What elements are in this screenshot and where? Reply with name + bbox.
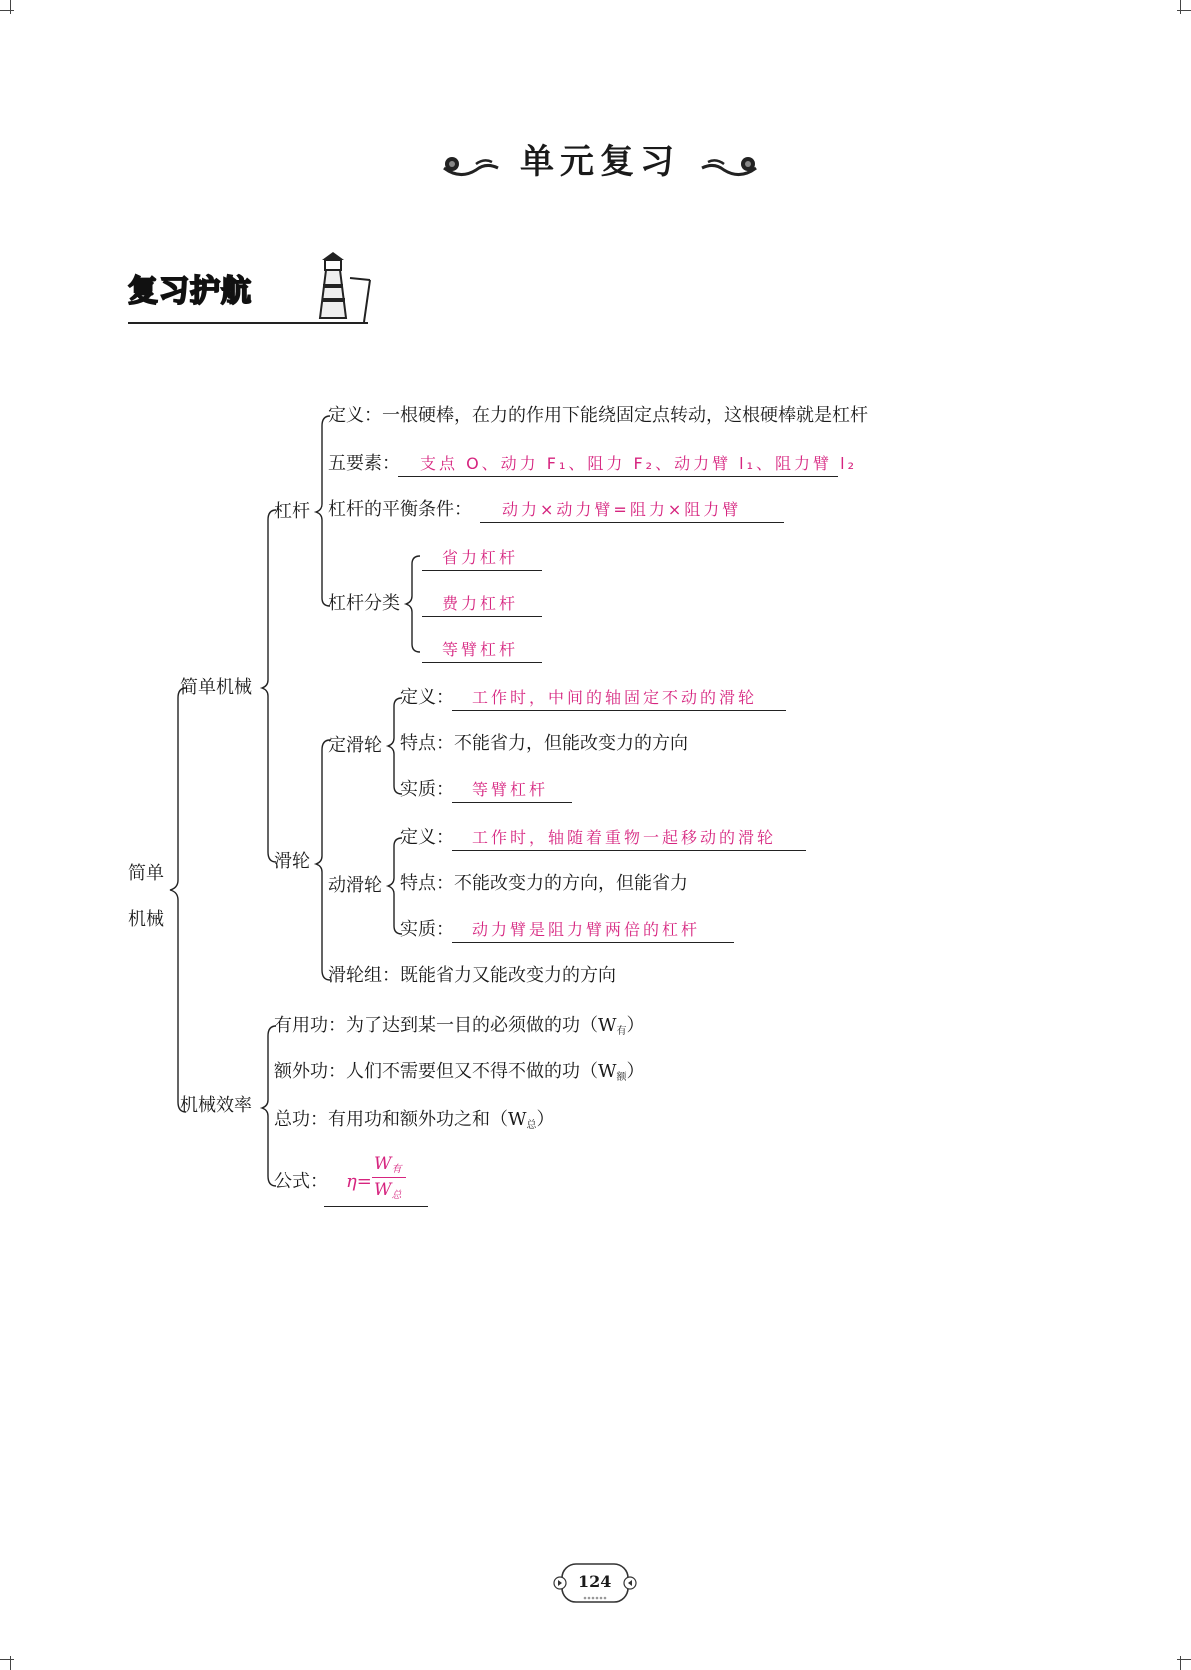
movable-pulley-essence-label: 实质：: [400, 919, 454, 940]
fixed-pulley-essence-label: 实质：: [400, 779, 454, 800]
lever-class-item: 省力杠杆: [442, 548, 519, 567]
answer-underline: [452, 710, 786, 711]
formula-denominator: $W_总$: [374, 1180, 402, 1201]
extra-work: 额外功：人们不需要但又不得不做的功$(W_额)$: [274, 1061, 645, 1083]
lever-label: 杠杆: [274, 501, 310, 522]
simple-machines-label: 简单机械: [180, 677, 252, 698]
formula-eta: η=: [346, 1171, 372, 1192]
answer-underline: [480, 522, 784, 523]
efficiency-label: 机械效率: [180, 1095, 252, 1116]
lever-definition: 定义：一根硬棒，在力的作用下能绕固定点转动，这根硬棒就是杠杆: [328, 405, 868, 426]
fixed-pulley-feature: 特点：不能省力，但能改变力的方向: [400, 733, 688, 754]
answer-underline: [452, 942, 734, 943]
fixed-pulley-essence-answer: 等臂杠杆: [472, 780, 549, 799]
page-number: 124: [578, 1572, 612, 1591]
movable-pulley-def-label: 定义：: [400, 827, 454, 848]
total-work: 总功：有用功和额外功之和$(W_总)$: [274, 1109, 555, 1131]
lever-balance-label: 杠杆的平衡条件：: [328, 499, 472, 520]
movable-pulley-def-answer: 工作时，轴随着重物一起移动的滑轮: [472, 828, 777, 847]
formula-numerator: $W_有$: [374, 1154, 402, 1175]
answer-underline: [422, 662, 542, 663]
movable-pulley-essence-answer: 动力臂是阻力臂两倍的杠杆: [472, 920, 701, 939]
fraction-bar: [372, 1177, 406, 1178]
movable-pulley-label: 动滑轮: [328, 875, 382, 896]
answer-underline: [398, 476, 838, 477]
lever-class-item: 费力杠杆: [442, 594, 519, 613]
pulley-block: 滑轮组：既能省力又能改变力的方向: [328, 965, 616, 986]
root-label-line1: 简单: [128, 863, 164, 884]
fixed-pulley-def-answer: 工作时，中间的轴固定不动的滑轮: [472, 688, 758, 707]
lever-class-item: 等臂杠杆: [442, 640, 519, 659]
movable-pulley-feature: 特点：不能改变力的方向，但能省力: [400, 873, 688, 894]
answer-underline: [422, 570, 542, 571]
root-label-line2: 机械: [128, 909, 164, 930]
useful-work: 有用功：为了达到某一目的必须做的功$(W_有)$: [274, 1015, 645, 1037]
formula-label: 公式：: [274, 1171, 328, 1192]
lever-balance-answer: 动力×动力臂=阻力×阻力臂: [502, 500, 742, 519]
answer-underline: [422, 616, 542, 617]
fixed-pulley-def-label: 定义：: [400, 687, 454, 708]
lever-class-label: 杠杆分类: [328, 593, 400, 614]
lever-five-elements-label: 五要素：: [328, 453, 400, 474]
fixed-pulley-label: 定滑轮: [328, 735, 382, 756]
lever-five-elements-answer: 支点 O、动力 F₁、阻力 F₂、动力臂 l₁、阻力臂 l₂: [420, 454, 857, 473]
section-badge: 复习护航: [128, 274, 252, 309]
answer-underline: [452, 850, 806, 851]
answer-underline: [452, 802, 572, 803]
page-title: 单元复习: [520, 142, 680, 182]
answer-underline: [324, 1206, 428, 1207]
pulley-label: 滑轮: [274, 851, 310, 872]
